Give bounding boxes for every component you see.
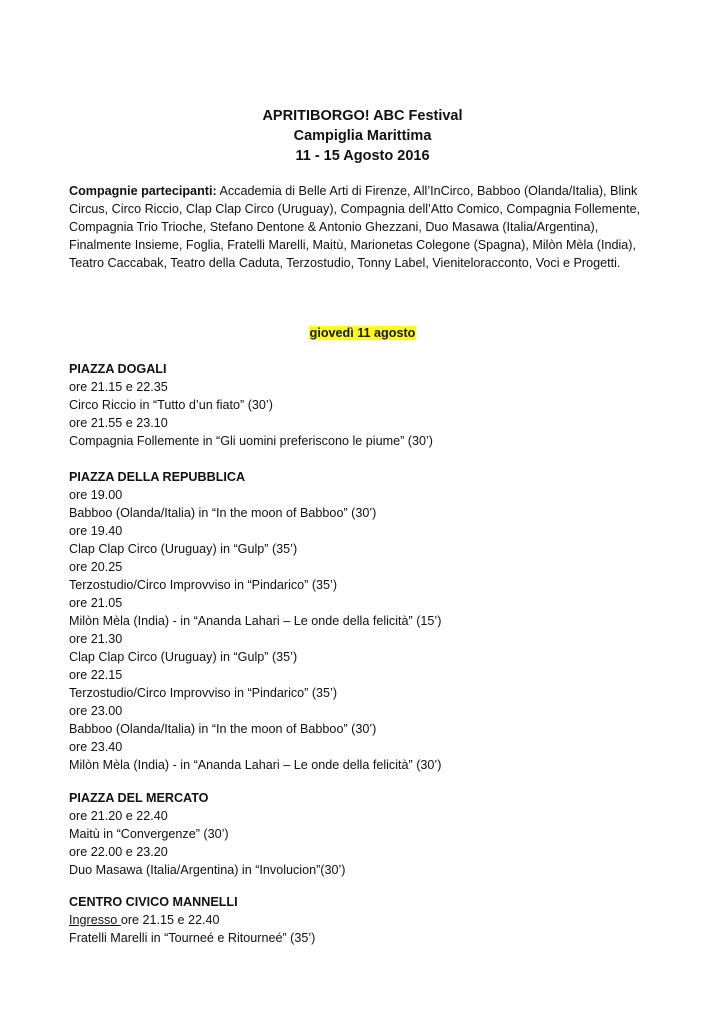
- venue-title: PIAZZA DOGALI: [69, 362, 167, 376]
- schedule-line: Clap Clap Circo (Uruguay) in “Gulp” (35’): [69, 650, 298, 664]
- schedule-line: ore 23.40: [69, 740, 123, 754]
- schedule-line: ore 21.30: [69, 632, 123, 646]
- schedule-line: ore 20.25: [69, 560, 123, 574]
- schedule-line: ore 19.40: [69, 524, 123, 538]
- schedule-line: Terzostudio/Circo Improvviso in “Pindarico” (35’): [69, 578, 338, 592]
- schedule-line: ore 21.15 e 22.35: [69, 380, 168, 394]
- schedule-line: ore 22.00 e 23.20: [69, 845, 168, 859]
- schedule-line: Circo Riccio in “Tutto d’un fiato” (30’): [69, 398, 273, 412]
- schedule-line: Babboo (Olanda/Italia) in “In the moon of Babboo” (30’): [69, 506, 377, 520]
- ingresso-label: Ingresso: [69, 913, 121, 927]
- venue-piazza-del-mercato: [69, 789, 669, 879]
- schedule-line: ore 21.05: [69, 596, 123, 610]
- schedule-line: Duo Masawa (Italia/Argentina) in “Involucion”(30’): [69, 863, 346, 877]
- schedule-line: ore 22.15: [69, 668, 123, 682]
- schedule-line: Maitù in “Convergenze” (30’): [69, 827, 229, 841]
- document-title: [0, 106, 725, 166]
- schedule-line: Fratelli Marelli in “Tourneé e Ritourneé” (35’): [69, 931, 316, 945]
- venue-piazza-dogali: [69, 360, 669, 450]
- schedule-time: ore 21.15 e 22.40: [120, 913, 220, 927]
- schedule-line: ore 21.55 e 23.10: [69, 416, 168, 430]
- schedule-line: Clap Clap Circo (Uruguay) in “Gulp” (35’): [69, 542, 298, 556]
- schedule-line: Babboo (Olanda/Italia) in “In the moon of Babboo” (30’): [69, 722, 377, 736]
- venue-title: PIAZZA DELLA REPUBBLICA: [69, 470, 246, 484]
- schedule-line: ore 19.00: [69, 488, 123, 502]
- participating-companies: [69, 182, 657, 272]
- venue-title: PIAZZA DEL MERCATO: [69, 791, 209, 805]
- festival-name: APRITIBORGO! ABC Festival: [262, 108, 463, 124]
- schedule-line: [69, 911, 669, 929]
- schedule-line: ore 23.00: [69, 704, 123, 718]
- participating-companies-label: Compagnie partecipanti:: [69, 184, 217, 198]
- venue-centro-civico-mannelli: [69, 893, 669, 947]
- participating-companies-list: Accademia di Belle Arti di Firenze, All’InCirco, Babboo (Olanda/Italia), Blink Circus, Circo Riccio, Clap Clap Circo (Uruguay), Compagnia dell’Atto Comico, Compagnia Follemente, Compagnia Trio Trioche, Stefano Dentone & Antonio Ghezzani, Duo Masawa (Italia/Argentina), Finalmente Insieme, Foglia, Fratelli Marelli, Maitù, Marionetas Colegone (Spagna), Milòn Mèla (India), Teatro Caccabak, Teatro della Caduta, Terzostudio, Tonny Label, Vieniteloracconto, Voci e Progetti.: [69, 184, 641, 270]
- venue-title: CENTRO CIVICO MANNELLI: [69, 895, 238, 909]
- schedule-line: Milòn Mèla (India) - in “Ananda Lahari – Le onde della felicità” (15’): [69, 614, 442, 628]
- festival-location: Campiglia Marittima: [293, 128, 432, 144]
- day-heading-label: giovedì 11 agosto: [309, 326, 416, 340]
- day-heading: [0, 324, 725, 342]
- schedule-line: Compagnia Follemente in “Gli uomini preferiscono le piume” (30’): [69, 434, 433, 448]
- venue-piazza-della-repubblica: [69, 468, 669, 774]
- schedule-line: ore 21.20 e 22.40: [69, 809, 168, 823]
- schedule-line: Milòn Mèla (India) - in “Ananda Lahari – Le onde della felicità” (30’): [69, 758, 442, 772]
- festival-dates: 11 - 15 Agosto 2016: [295, 148, 430, 164]
- schedule-line: Terzostudio/Circo Improvviso in “Pindarico” (35’): [69, 686, 338, 700]
